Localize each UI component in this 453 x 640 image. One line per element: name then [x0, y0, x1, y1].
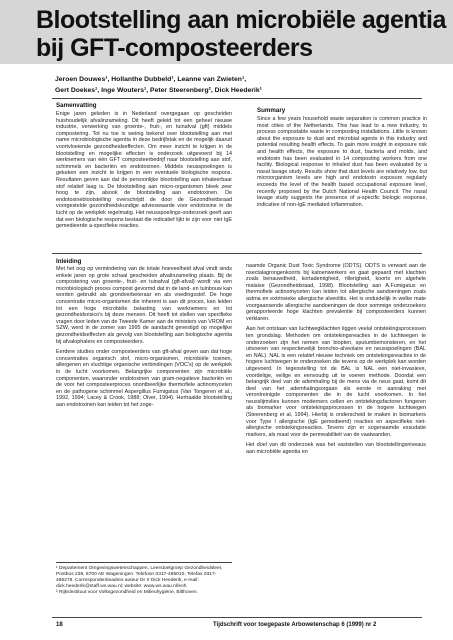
samenvatting-text: Enige jaren geleden is in Nederland overgegaan op gescheiden huishoudelijk afvalinzameling. Dit heeft geleid tot een geheel nieuwe industrie, verwerking van groente-, fruit-, en tuinafval (gft) middels compostering. Tot nu toe is weinig bekend over blootstelling aan met name microbiologische agentia in deze bedrijfstak en de mogelijk daaruit voortvloeiende gezondheidseffecten. Om meer inzicht te krijgen in de blootstelling en mogelijke effecten is onderzoek uitgevoerd bij 14 werknemers van één GFT composteerbedrijf naar blootstelling aan stof, schimmels en bacteriën en endotoxinen. Middels neusspoelingen is gekeken een inzicht te krijgen in een eventuele biologische respons. Resultaten geven aan dat de persoonlijke blootstelling aan inhaleerbaar stof relatief laag is. De blootstelling aan micro-organismen bleek zeer hoog te zijn, alsook de blootstelling aan endotoxinen. De endotoxineblootstelling overschrijdt de door de Gezondheidsraad voorgestelde gezondheidskundige advieswaarde voor endotoxine in de lucht op de werkplek regelmatig. Het neusspoelings-onderzoek geeft aan dat een biologische respons bestaat die indicatief lijkt te zijn voor niet IgE gemedieerde a-specifieke reacties. [56, 111, 232, 230]
page-number: 18 [56, 622, 63, 628]
authors-line-2: Gert Doekes¹, Inge Wouters¹, Peter Steerenberg², Dick Heederik¹ [55, 87, 262, 94]
title-band [0, 0, 453, 64]
summary-heading: Summary [257, 107, 286, 114]
divider-bottom [52, 617, 422, 618]
samenvatting-heading: Samenvatting [56, 102, 97, 109]
right-paragraph-1: naamde Organic Dust Toxic Syndrome (ODTS). ODTS is verwant aan de nsectalagrongenkoorts bij katoenwerkers en gaat gepaard met klachten zoals benauwdheid, kortademigheid, rillerigheid, koorts en algehele malaise (Gezondheidsraad, 1998). Blootstelling aan A.Fumigatus en thermofiele actinomyceten kan leiden tot allergische aandoeningen zoals astma en extrinsieke allergische alveolitis. Het is onduidelijk in welke mate voorgaansende allergische aandoeningen de door sommige onderzoekers gerapporteerde hoge klachten prevalentie bij composteerders kunnen verklaren. [246, 263, 426, 322]
inleiding-paragraph-2: Eerdere studies onder composteerders van gft-afval geven aan dat hoge concentraties organisch stof, micro-organismen, microbiële toxinen, allergenen en vluchtige organische verbindingen (VOC's) op de werkplek in de lucht voorkomen. Belangrijke componenten zijn microbiële componenten, waaronder endotoxinen van gram-negatieve bacteriën en de voor het composteerproces onontbeerlijke thermofiele actinomyceten en de pathogene schimmel Aspergillus Fumigatus (Van Tongeren et al., 1992, 1994; Lacey & Crook, 1988; Olver, 1994). Herhaalde blootstelling aan endotoxinen kan leiden tot het zoge- [56, 349, 232, 408]
footnote-rule [56, 562, 232, 563]
footnotes [56, 566, 232, 596]
author-list [55, 74, 415, 96]
divider-middle [52, 253, 422, 254]
inleiding-paragraph-1: Met het oog op vermindering van de totale hoeveelheid afval vindt sinds enkele jaren op grote schaal gescheiden afvalinzameling plaats. Bij de compostering van groente-, fruit- en tuinafval (gft-afval) wordt via een microbiologisch proces compost gevormd dat in de land- en tuinbouw kan worden gebruikt als grondverbeteraar en als voedingsstof. De hoge concentratie micro-organismen die inherent is aan dit proces, kan leiden tot een hoge microbiële belasting van werknemers en tot gezondheidsrisico's bij deze mensen. Dit heeft tot stellen van specifieke vragen door leden van de Tweede Kamer aan de ministers van VROM en SZW, werd in de zomer van 1995 de aandacht gevestigd op mogelijke gezondheidseffecten als gevolg van blootstelling aan biologische agentia bij afvalophalers en composteerders. [56, 266, 232, 345]
authors-line-1: Jeroen Douwes¹, Hollanthe Dubbeld¹, Leanne van Zwieten¹, [55, 76, 247, 83]
inleiding-heading: Inleiding [56, 258, 82, 265]
right-column-body [246, 263, 426, 460]
summary-text: Since a few years household waste separation is common practice in most cities of the Netherlands. This has lead to a new industry, to process compostable waste in composting installations. Little is known about the exposure to dust and microbial agents in this industry and potential resulting health effects. To gain more insight in exposure risk and health effects, the exposure to dust, bacteria and molds, and endotoxin has been evaluated in 14 composting workers from one facility. Biological response to inhaled dust has been evaluated by a nasal lavage study. Results show that dust levels are relatively low, but microorganism levels are high and endotoxin exposure regularly exceeds the level of the health based occupational exposure level, recently proposed by the Dutch National Health Council. The nasal lavage study suggests the presence of a-specific biologic response, indicative of non-IgE mediated inflammation. [257, 116, 427, 208]
journal-footer: Tijdschrift voor toegepaste Arbowetenschap 6 (1999) nr 2 [213, 622, 377, 628]
footnote-2: ² Rijksinstituut voor Volksgezondheid en Milieuhygiëne, Bilthoven. [56, 590, 198, 596]
title-line-1: Blootstelling aan microbiële agentia [36, 6, 446, 34]
divider-top [52, 98, 422, 99]
footnote-1: ¹ Departement Omgevingswetenschappen, Leerstoelgroep Gezondheidsleer, Postbus 238, 6700 AE Wageningen. Telefoon 0317-485010, Telefax 0317-485278. Correspondentieadres auteur Dr Ir Dick Heederik, e-mail: dick.heederik@staff.ws.wau.nl; website: www.ws.wau.nl/eoh [56, 566, 223, 590]
title-line-2: bij GFT-composteerders [36, 34, 313, 62]
right-paragraph-2: Aan het ontstaan van luchtwegklachten liggen veelal ontstekingsprocessen ten grondslag. Methoden om ontstekingsreacties in de luchtwegen te onderzoeken zijn het nemen van biopten, sputumbemonsteren, en het uitvoeren van respectievelijk bronchio-alveolaire en neusspoelingen (BAL en NAL). NAL is een relatief nieuwe techniek om ontstekingsreacties in de hogere luchtwegen te onderzoeken die tevens op de werkplek kan worden uitgevoerd. In tegenstelling tot de BAL is NAL een niet-invasieve, voordelige, veilige en eenvoudig uit te voeren methode. Doordat een belangrijk deel van de ademhaling bij de mens via de neus gaat, komt dit deel van het ademhalingsorgaan als eerste in aanraking met verontreinigde componenten die in de lucht voorkomen. In het neusslijmvlies kunnen moderners cellen en ontstekingsfactoren fungeren als biomarker voor ontstekingsprocessen in de hogere luchtwegen (Steerenberg et al, 1994). Hierbij is onderscheid te maken in biomarkers voor Type I allergische (IgE gemedieerd) reacties en aspecifieke niet-allergische ontstekingsreacties. Tevens zijn er sogenaamde exsudatie markers, als maat voor de permeabiliteit van de vaatwanden. [246, 326, 426, 438]
inleiding-body [56, 266, 232, 412]
right-paragraph-3: Het doel van dit onderzoek was het vaststellen van blootstellingsniveaus aan microbiële agentia en [246, 442, 426, 456]
